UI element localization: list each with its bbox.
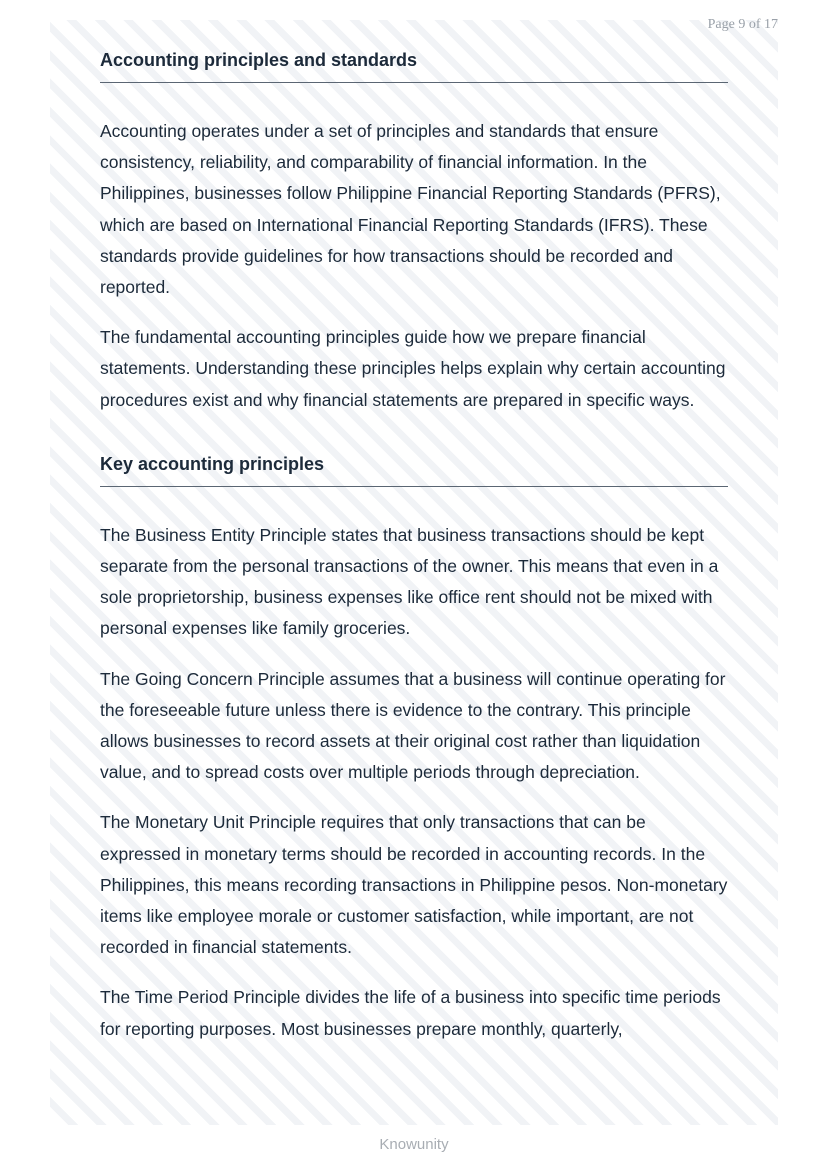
section-paragraphs <box>100 116 728 416</box>
paragraph: The Time Period Principle divides the life of a business into specific time periods for reporting purposes. Most businesses prepare monthly, quarterly, <box>100 987 721 1039</box>
paragraph: The Business Entity Principle states that business transactions should be kept separate from the personal transactions of the owner. This means that even in a sole proprietorship, business expenses like office rent should not be mixed with personal expenses like family groceries. <box>100 524 719 639</box>
section-key-accounting-principles <box>100 454 728 1045</box>
paragraph: The Going Concern Principle assumes that a business will continue operating for the foreseeable future unless there is evidence to the contrary. This principle allows businesses to record assets at their original cost rather than liquidation value, and to spread costs over multiple periods through depreciation. <box>100 668 726 783</box>
page-number: Page 9 of 17 <box>707 17 778 32</box>
footer-brand: Knowunity <box>379 1136 449 1153</box>
paragraph: The fundamental accounting principles guide how we prepare financial statements. Understanding these principles helps explain why certain accounting procedures exist and why financial statements are prepared in specific ways. <box>100 327 726 410</box>
section-paragraphs <box>100 520 728 1045</box>
section-heading: Accounting principles and standards <box>100 50 728 83</box>
section-accounting-principles-standards <box>100 50 728 416</box>
document-body <box>100 50 728 1064</box>
paragraph: The Monetary Unit Principle requires that only transactions that can be expressed in monetary terms should be recorded in accounting records. In the Philippines, this means recording transactions in Philippine pesos. Non-monetary items like employee morale or customer satisfaction, while important, are not recorded in financial statements. <box>100 812 728 958</box>
section-heading: Key accounting principles <box>100 454 728 487</box>
paragraph: Accounting operates under a set of principles and standards that ensure consistency, reliability, and comparability of financial information. In the Philippines, businesses follow Philippine Financial Reporting Standards (PFRS), which are based on International Financial Reporting Standards (IFRS). These standards provide guidelines for how transactions should be recorded and reported. <box>100 121 721 298</box>
